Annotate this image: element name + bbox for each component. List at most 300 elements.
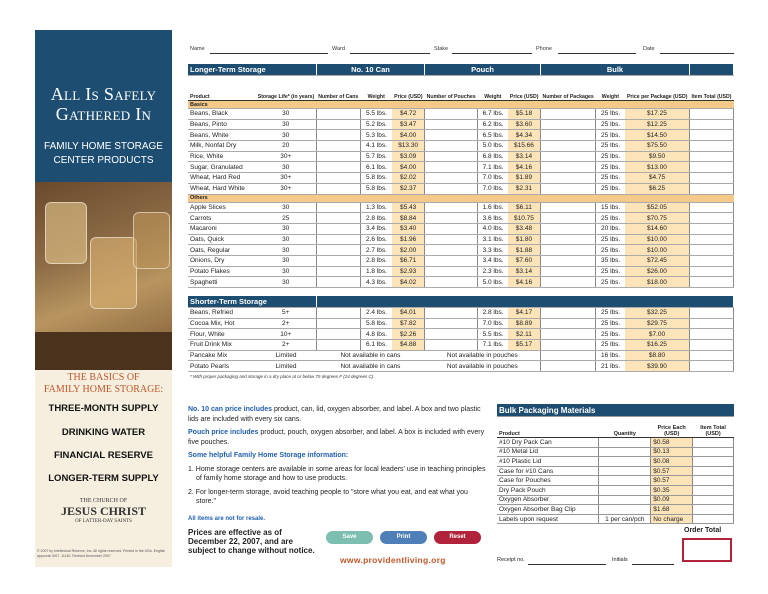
item-total-field[interactable]: [690, 119, 734, 130]
num-cans-input[interactable]: [316, 234, 360, 245]
product-row: [188, 202, 734, 213]
num-packages-input[interactable]: [540, 130, 595, 141]
pouch-price: $1.89: [508, 173, 541, 184]
col-can-price: Price (USD): [392, 76, 425, 101]
bulk-weight: 25 lbs.: [596, 162, 625, 173]
bulk-row: [497, 466, 734, 476]
bulk-quantity-input[interactable]: [599, 505, 651, 515]
num-cans-input[interactable]: [316, 266, 360, 277]
bulk-quantity-input[interactable]: [599, 476, 651, 486]
item-total-field[interactable]: [690, 202, 734, 213]
product-row: [188, 183, 734, 194]
bulk-product-name: #10 Plastic Lid: [497, 457, 599, 467]
can-weight: 5.5 lbs.: [360, 109, 392, 120]
can-weight: 4.1 lbs.: [360, 141, 392, 152]
num-packages-input[interactable]: [540, 183, 595, 194]
num-packages-input[interactable]: [540, 141, 595, 152]
item-total-field[interactable]: [690, 183, 734, 194]
can-weight: 5.8 lbs.: [360, 183, 392, 194]
num-packages-input[interactable]: [540, 223, 595, 234]
can-weight: 1.3 lbs.: [360, 202, 392, 213]
num-pouches-input[interactable]: [425, 223, 478, 234]
effective-date: Prices are effective as of December 22, 2007, and are subject to change without notice.: [188, 528, 315, 555]
can-price: $4.02: [392, 277, 425, 288]
product-row: [188, 130, 734, 141]
bulk-item-total-field[interactable]: [693, 495, 734, 505]
num-cans-input[interactable]: [316, 141, 360, 152]
bulk-product-name: Dry Pack Pouch: [497, 485, 599, 495]
reset-button[interactable]: Reset: [434, 531, 481, 544]
num-cans-input[interactable]: [316, 173, 360, 184]
product-row: [188, 350, 734, 361]
stake-label: Stake: [434, 46, 449, 52]
num-packages-input[interactable]: [540, 119, 595, 130]
pouch-weight: 3.1 lbs.: [478, 234, 508, 245]
can-price: $1.96: [392, 234, 425, 245]
num-pouches-input[interactable]: [425, 141, 478, 152]
initials-field[interactable]: [632, 564, 674, 565]
item-total-field[interactable]: [690, 162, 734, 173]
product-row: [188, 173, 734, 184]
col-bulk-weight: Weight: [596, 76, 625, 101]
sidebar-item-financial: FINANCIAL RESERVE: [54, 450, 153, 461]
bulk-weight: 25 lbs.: [596, 340, 625, 351]
can-weight: 5.8 lbs.: [360, 173, 392, 184]
bulk-title: Bulk Packaging Materials: [497, 404, 734, 417]
item-total-field[interactable]: [690, 245, 734, 256]
item-total-field[interactable]: [690, 329, 734, 340]
phone-field[interactable]: [558, 53, 636, 54]
bulk-quantity-input[interactable]: [599, 485, 651, 495]
price-per-package: $70.75: [625, 213, 690, 224]
pouch-weight: 7.0 lbs.: [478, 173, 508, 184]
product-row: [188, 340, 734, 351]
num-pouches-input[interactable]: [425, 130, 478, 141]
name-label: Name: [190, 46, 205, 52]
num-cans-input[interactable]: [316, 213, 360, 224]
can-weight: 4.3 lbs.: [360, 277, 392, 288]
pouch-weight: 5.0 lbs.: [478, 141, 508, 152]
bulk-header: Bulk: [540, 64, 689, 76]
pouch-weight: 7.0 lbs.: [478, 318, 508, 329]
bulk-product-name: Case for #10 Cans: [497, 466, 599, 476]
num-cans-input[interactable]: [316, 162, 360, 173]
can-price: $4.72: [392, 109, 425, 120]
bulk-packaging-table: [497, 404, 734, 524]
pouch-price: $5.17: [508, 340, 541, 351]
num-cans-input[interactable]: [316, 130, 360, 141]
pouch-weight: 3.4 lbs.: [478, 255, 508, 266]
num-packages-input[interactable]: [540, 109, 595, 120]
bulk-row: [497, 447, 734, 457]
item-total-field[interactable]: [690, 266, 734, 277]
bulk-item-total-field[interactable]: [693, 466, 734, 476]
num-packages-input[interactable]: [540, 255, 595, 266]
product-name: Beans, White: [188, 130, 256, 141]
num-pouches-input[interactable]: [425, 109, 478, 120]
item-total-field[interactable]: [690, 361, 734, 372]
bulk-weight: 25 lbs.: [596, 183, 625, 194]
col-item-total: Item Total (USD): [690, 76, 734, 101]
bulk-price-each: No charge: [651, 514, 693, 524]
storage-life: 5+: [256, 308, 317, 319]
sidebar-title: All Is Safely Gathered In: [50, 84, 157, 124]
price-table: [188, 64, 734, 382]
num-cans-input[interactable]: [316, 308, 360, 319]
can-price: $2.93: [392, 266, 425, 277]
bulk-weight: 25 lbs.: [596, 119, 625, 130]
col-product: Product: [188, 76, 256, 101]
initials-label: Initials: [612, 557, 628, 563]
pouch-price: $2.11: [508, 329, 541, 340]
date-field[interactable]: [660, 53, 734, 54]
num-cans-input[interactable]: [316, 318, 360, 329]
bulk-item-total-field[interactable]: [693, 514, 734, 524]
storage-life: Limited: [256, 350, 317, 361]
product-name: Beans, Black: [188, 109, 256, 120]
product-row: [188, 119, 734, 130]
item-total-field[interactable]: [690, 318, 734, 329]
item-total-field[interactable]: [690, 213, 734, 224]
bulk-row: [497, 476, 734, 486]
product-row: [188, 308, 734, 319]
num-packages-input[interactable]: [540, 308, 595, 319]
product-name: Potato Pearls: [188, 361, 256, 372]
pouch-weight: 6.5 lbs.: [478, 130, 508, 141]
storage-life: 30+: [256, 151, 317, 162]
col-storage-life: Storage Life* (in years): [256, 76, 317, 101]
product-name: Spaghetti: [188, 277, 256, 288]
product-row: [188, 162, 734, 173]
storage-life: 30+: [256, 183, 317, 194]
bulk-quantity-input[interactable]: [599, 447, 651, 457]
sidebar-subtitle: FAMILY HOME STORAGE CENTER PRODUCTS: [44, 141, 163, 166]
bulk-item-total-field[interactable]: [693, 476, 734, 486]
storage-life: 2+: [256, 340, 317, 351]
num-pouches-input[interactable]: [425, 119, 478, 130]
section-shorter-term: Shorter-Term Storage: [188, 296, 316, 308]
footnote: * With proper packaging and storage in a dry place at or below 75 degrees F (24 degrees C).: [190, 374, 375, 380]
product-name: Milk, Nonfat Dry: [188, 141, 256, 152]
item-total-field[interactable]: [690, 234, 734, 245]
item-total-field[interactable]: [690, 277, 734, 288]
num-cans-input[interactable]: [316, 223, 360, 234]
price-per-package: $10.00: [625, 245, 690, 256]
pouch-price: $4.16: [508, 162, 541, 173]
item-total-field[interactable]: [690, 223, 734, 234]
product-name: Oats, Quick: [188, 234, 256, 245]
num-pouches-input[interactable]: [425, 183, 478, 194]
bulk-weight: 25 lbs.: [596, 308, 625, 319]
bulk-product-name: Labels upon request: [497, 514, 599, 524]
pouch-weight: 7.1 lbs.: [478, 162, 508, 173]
product-name: Fruit Drink Mix: [188, 340, 256, 351]
price-per-package: $32.25: [625, 308, 690, 319]
num-cans-input[interactable]: [316, 245, 360, 256]
bulk-row: [497, 495, 734, 505]
product-row: [188, 141, 734, 152]
num-packages-input[interactable]: [540, 213, 595, 224]
item-total-field[interactable]: [690, 308, 734, 319]
price-per-package: $14.60: [625, 223, 690, 234]
pouch-note-title: Pouch price includes: [188, 429, 259, 436]
pouch-weight: 2.8 lbs.: [478, 308, 508, 319]
product-row: [188, 255, 734, 266]
pouch-weight: 6.7 lbs.: [478, 109, 508, 120]
price-per-package: $39.90: [625, 361, 690, 372]
pouch-price: $8.89: [508, 318, 541, 329]
sidebar-item-longer-term: LONGER-TERM SUPPLY: [48, 473, 159, 484]
pouch-price: $5.18: [508, 109, 541, 120]
stake-field[interactable]: [452, 53, 532, 54]
num-packages-input[interactable]: [540, 318, 595, 329]
bulk-quantity-input[interactable]: [599, 457, 651, 467]
order-total-field[interactable]: [682, 538, 732, 562]
bulk-quantity-input[interactable]: [599, 466, 651, 476]
bulk-weight: 25 lbs.: [596, 173, 625, 184]
num-packages-input[interactable]: [540, 266, 595, 277]
product-name: Beans, Refried: [188, 308, 256, 319]
storage-life: 30: [256, 223, 317, 234]
pouch-header: Pouch: [425, 64, 541, 76]
num-cans-input[interactable]: [316, 183, 360, 194]
bulk-price-each: $0.08: [651, 457, 693, 467]
section-others: Others: [188, 194, 734, 202]
can-note-title: No. 10 can price includes: [188, 406, 273, 413]
num-pouches-input[interactable]: [425, 329, 478, 340]
product-name: Potato Flakes: [188, 266, 256, 277]
num-pouches-input[interactable]: [425, 245, 478, 256]
storage-life: 30: [256, 255, 317, 266]
can-price: $5.43: [392, 202, 425, 213]
num-cans-input[interactable]: [316, 151, 360, 162]
storage-life: 30: [256, 266, 317, 277]
num-cans-input[interactable]: [316, 329, 360, 340]
church-logo: THE CHURCH OF JESUS CHRIST OF LATTER-DAY SAINTS: [60, 498, 147, 524]
bulk-price-each: $0.57: [651, 476, 693, 486]
num-packages-input[interactable]: [540, 361, 595, 372]
storage-life: 20: [256, 141, 317, 152]
num-cans-input[interactable]: [316, 255, 360, 266]
can-weight: 2.7 lbs.: [360, 245, 392, 256]
pouch-price: $6.11: [508, 202, 541, 213]
resale-note: All items are not for resale.: [188, 515, 266, 522]
bulk-item-total-field[interactable]: [693, 457, 734, 467]
pouch-price: $3.14: [508, 151, 541, 162]
num-pouches-input[interactable]: [425, 308, 478, 319]
sidebar: [35, 30, 172, 567]
bulk-weight: 25 lbs.: [596, 109, 625, 120]
bulk-col-product: Product: [497, 417, 599, 438]
storage-life: 30: [256, 119, 317, 130]
bulk-product-name: Oxygen Absorber: [497, 495, 599, 505]
item-total-field[interactable]: [690, 151, 734, 162]
pouch-unavailable: Not available in pouches: [425, 361, 541, 372]
product-name: Carrots: [188, 213, 256, 224]
storage-life: 2+: [256, 318, 317, 329]
name-field[interactable]: [210, 53, 328, 54]
can-weight: 3.4 lbs.: [360, 223, 392, 234]
num-packages-input[interactable]: [540, 234, 595, 245]
col-num-packages: Number of Packages: [540, 76, 595, 101]
num-pouches-input[interactable]: [425, 151, 478, 162]
num-pouches-input[interactable]: [425, 266, 478, 277]
pouch-weight: 7.0 lbs.: [478, 183, 508, 194]
receipt-label: Receipt no.: [497, 557, 525, 563]
storage-life: 10+: [256, 329, 317, 340]
storage-life: 30: [256, 109, 317, 120]
can-weight: 6.1 lbs.: [360, 162, 392, 173]
can-price: $13.30: [392, 141, 425, 152]
sidebar-header: [35, 30, 172, 182]
bulk-item-total-field[interactable]: [693, 485, 734, 495]
pouch-weight: 5.0 lbs.: [478, 277, 508, 288]
price-per-package: $4.75: [625, 173, 690, 184]
item-total-field[interactable]: [690, 130, 734, 141]
bulk-quantity-input[interactable]: [599, 438, 651, 448]
num-pouches-input[interactable]: [425, 213, 478, 224]
num-pouches-input[interactable]: [425, 234, 478, 245]
price-per-package: $14.50: [625, 130, 690, 141]
bulk-row: [497, 505, 734, 515]
can-weight: 2.8 lbs.: [360, 255, 392, 266]
basics-heading: THE BASICS OF FAMILY HOME STORAGE:: [43, 372, 164, 395]
pouch-unavailable: Not available in pouches: [425, 350, 541, 361]
num-packages-input[interactable]: [540, 329, 595, 340]
num-packages-input[interactable]: [540, 162, 595, 173]
price-per-package: $6.25: [625, 183, 690, 194]
num-pouches-input[interactable]: [425, 162, 478, 173]
storage-life: 30: [256, 245, 317, 256]
bulk-item-total-field[interactable]: [693, 505, 734, 515]
can-price: $3.47: [392, 119, 425, 130]
price-per-package: $18.00: [625, 277, 690, 288]
product-name: Oats, Regular: [188, 245, 256, 256]
item-total-field[interactable]: [690, 350, 734, 361]
num-pouches-input[interactable]: [425, 202, 478, 213]
pouch-price: $2.31: [508, 183, 541, 194]
note-item-2: 2. For longer-term storage, avoid teaching people to "store what you eat, and eat what you store.": [188, 488, 468, 505]
num-cans-input[interactable]: [316, 340, 360, 351]
website-link[interactable]: www.providentliving.org: [340, 555, 446, 565]
num-packages-input[interactable]: [540, 340, 595, 351]
can-price: $3.09: [392, 151, 425, 162]
print-button[interactable]: Print: [380, 531, 427, 544]
product-row: [188, 329, 734, 340]
num-packages-input[interactable]: [540, 151, 595, 162]
num-cans-input[interactable]: [316, 119, 360, 130]
copyright: © 2007 by Intellectual Reserve, Inc. All rights reserved. Printed in the USA. English approval: 8/07. 11140. Revised November 2007: [37, 549, 166, 558]
can-weight: 4.8 lbs.: [360, 329, 392, 340]
bulk-weight: 25 lbs.: [596, 266, 625, 277]
product-name: Flour, White: [188, 329, 256, 340]
price-per-package: $72.45: [625, 255, 690, 266]
item-total-field[interactable]: [690, 109, 734, 120]
product-row: [188, 234, 734, 245]
can-weight: 1.8 lbs.: [360, 266, 392, 277]
num-pouches-input[interactable]: [425, 318, 478, 329]
num-packages-input[interactable]: [540, 350, 595, 361]
product-row: [188, 109, 734, 120]
num-cans-input[interactable]: [316, 277, 360, 288]
bulk-row: [497, 438, 734, 448]
num-packages-input[interactable]: [540, 245, 595, 256]
storage-life: 30: [256, 202, 317, 213]
num-pouches-input[interactable]: [425, 173, 478, 184]
bulk-item-total-field[interactable]: [693, 447, 734, 457]
bulk-col-total: Item Total (USD): [693, 417, 734, 438]
price-per-package: $29.75: [625, 318, 690, 329]
num-packages-input[interactable]: [540, 277, 595, 288]
can-price: $4.01: [392, 308, 425, 319]
item-total-field[interactable]: [690, 141, 734, 152]
section-basics: Basics: [188, 101, 734, 109]
product-name: Cocoa Mix, Hot: [188, 318, 256, 329]
pouch-note-text: product, pouch, oxygen absorber, and label. A box is included with every five pouches.: [188, 429, 485, 446]
pouch-weight: 3.3 lbs.: [478, 245, 508, 256]
bulk-weight: 25 lbs.: [596, 141, 625, 152]
storage-life: 30: [256, 277, 317, 288]
bulk-weight: 25 lbs.: [596, 130, 625, 141]
ward-field[interactable]: [350, 53, 430, 54]
bulk-weight: 16 lbs.: [596, 350, 625, 361]
date-label: Date: [643, 46, 655, 52]
num-packages-input[interactable]: [540, 202, 595, 213]
bulk-weight: 25 lbs.: [596, 151, 625, 162]
bulk-weight: 25 lbs.: [596, 245, 625, 256]
product-row: [188, 318, 734, 329]
bulk-row: [497, 457, 734, 467]
bulk-weight: 25 lbs.: [596, 213, 625, 224]
pouch-weight: 2.3 lbs.: [478, 266, 508, 277]
can-header: No. 10 Can: [316, 64, 424, 76]
pouch-weight: 6.2 lbs.: [478, 119, 508, 130]
can-weight: 6.1 lbs.: [360, 340, 392, 351]
num-pouches-input[interactable]: [425, 340, 478, 351]
bulk-weight: 20 lbs.: [596, 223, 625, 234]
bulk-weight: 15 lbs.: [596, 202, 625, 213]
bulk-product-name: Case for Pouches: [497, 476, 599, 486]
bulk-weight: 35 lbs.: [596, 255, 625, 266]
price-per-package: $8.80: [625, 350, 690, 361]
bulk-item-total-field[interactable]: [693, 438, 734, 448]
ward-label: Ward: [332, 46, 345, 52]
phone-label: Phone: [536, 46, 552, 52]
bulk-quantity-input[interactable]: [599, 495, 651, 505]
save-button[interactable]: Save: [326, 531, 373, 544]
receipt-field[interactable]: [528, 564, 606, 565]
can-price: $3.40: [392, 223, 425, 234]
num-cans-input[interactable]: [316, 109, 360, 120]
bulk-weight: 21 lbs.: [596, 361, 625, 372]
num-pouches-input[interactable]: [425, 277, 478, 288]
item-total-field[interactable]: [690, 340, 734, 351]
item-total-field[interactable]: [690, 255, 734, 266]
bulk-product-name: Oxygen Absorber Bag Clip: [497, 505, 599, 515]
col-num-cans: Number of Cans: [316, 76, 360, 101]
num-cans-input[interactable]: [316, 202, 360, 213]
bulk-product-name: #10 Metal Lid: [497, 447, 599, 457]
bulk-quantity-input[interactable]: 1 per can/pch: [599, 514, 651, 524]
num-packages-input[interactable]: [540, 173, 595, 184]
num-pouches-input[interactable]: [425, 255, 478, 266]
can-price: $2.26: [392, 329, 425, 340]
bulk-price-each: $0.13: [651, 447, 693, 457]
can-note-text: product, can, lid, oxygen absorber, and label. A box and two plastic lids are included with every six cans.: [188, 406, 481, 423]
can-weight: 5.7 lbs.: [360, 151, 392, 162]
item-total-field[interactable]: [690, 173, 734, 184]
product-name: Beans, Pinto: [188, 119, 256, 130]
